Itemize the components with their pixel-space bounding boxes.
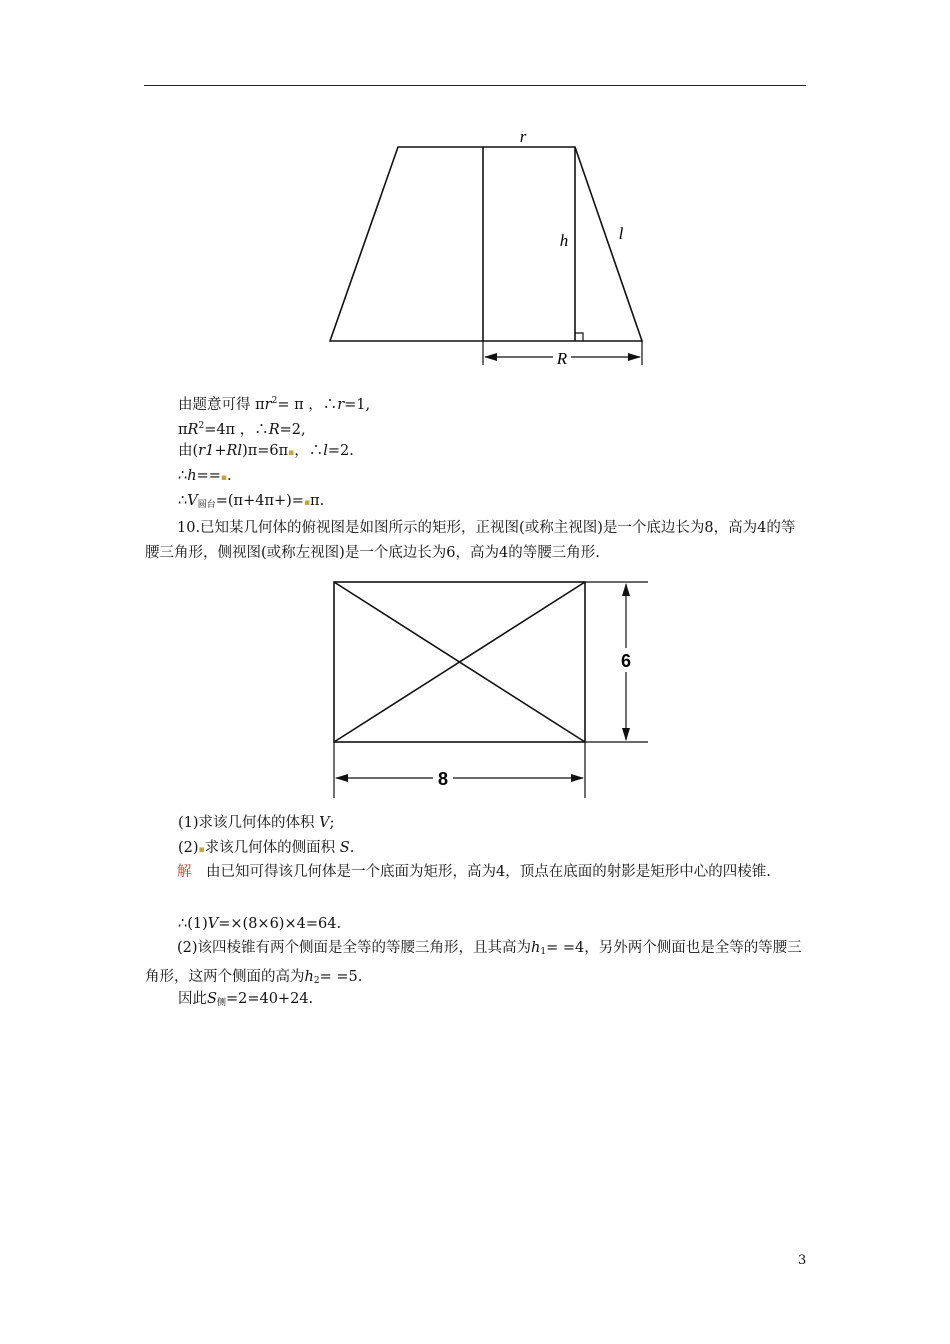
solution-label: 解	[177, 864, 192, 880]
solution-step-1: ∴(1)V=×(8×6)×4=64.	[178, 916, 342, 932]
arrowhead-left	[335, 774, 348, 782]
arrowhead-bottom	[622, 728, 630, 741]
arrowhead-left	[484, 353, 497, 361]
header-rule	[144, 85, 806, 86]
line-4: ∴h==▪.	[178, 468, 232, 484]
frustum-figure	[325, 125, 655, 370]
question-2: (2)▪求该几何体的侧面积 S.	[178, 840, 355, 856]
arrowhead-right	[628, 353, 641, 361]
arrowhead-top	[622, 583, 630, 596]
page-number: 3	[798, 1253, 807, 1268]
label-R: R	[556, 349, 568, 368]
line-5: $\therefore V_{圆台}=(\pi+4\pi+)=▪\pi$.	[178, 493, 325, 510]
label-8: 8	[437, 769, 449, 789]
label-r: r	[519, 127, 527, 146]
label-l: l	[618, 224, 624, 243]
solution-step-3: 因此$S_侧=2=40+24$.	[178, 991, 314, 1008]
question-1: (1)求该几何体的体积 V;	[178, 815, 335, 831]
solution-intro: 解 由已知可得该几何体是一个底面为矩形，高为4，顶点在底面的射影是矩形中心的四棱锥.	[177, 864, 771, 880]
arrowhead-right	[571, 774, 584, 782]
line-2: $\pi R^2=4\pi$ ，∴R=2,	[178, 421, 306, 438]
line-3: 由(r1+Rl)π=6π▪，∴l=2.	[178, 443, 354, 459]
trapezoid-outline	[330, 147, 642, 341]
top-view-figure	[325, 572, 660, 804]
solution-step-2: (2)该四棱锥有两个侧面是全等的等腰三角形，且其高为$h_1= =4$，另外两个侧面也是全等的等腰三角形，这两个侧面的高为$h_2= =5$.	[145, 940, 802, 986]
line-1: 由题意可得 $\pi r^2= \pi$ ，∴r=1,	[178, 396, 371, 413]
problem-10-statement: 10.已知某几何体的俯视图是如图所示的矩形，正视图(或称主视图)是一个底边长为8，高为4的等腰三角形，侧视图(或称左视图)是一个底边长为6，高为4的等腰三角形.	[145, 520, 796, 561]
label-h: h	[559, 231, 569, 250]
label-6: 6	[620, 651, 632, 671]
right-angle-mark	[575, 333, 583, 341]
